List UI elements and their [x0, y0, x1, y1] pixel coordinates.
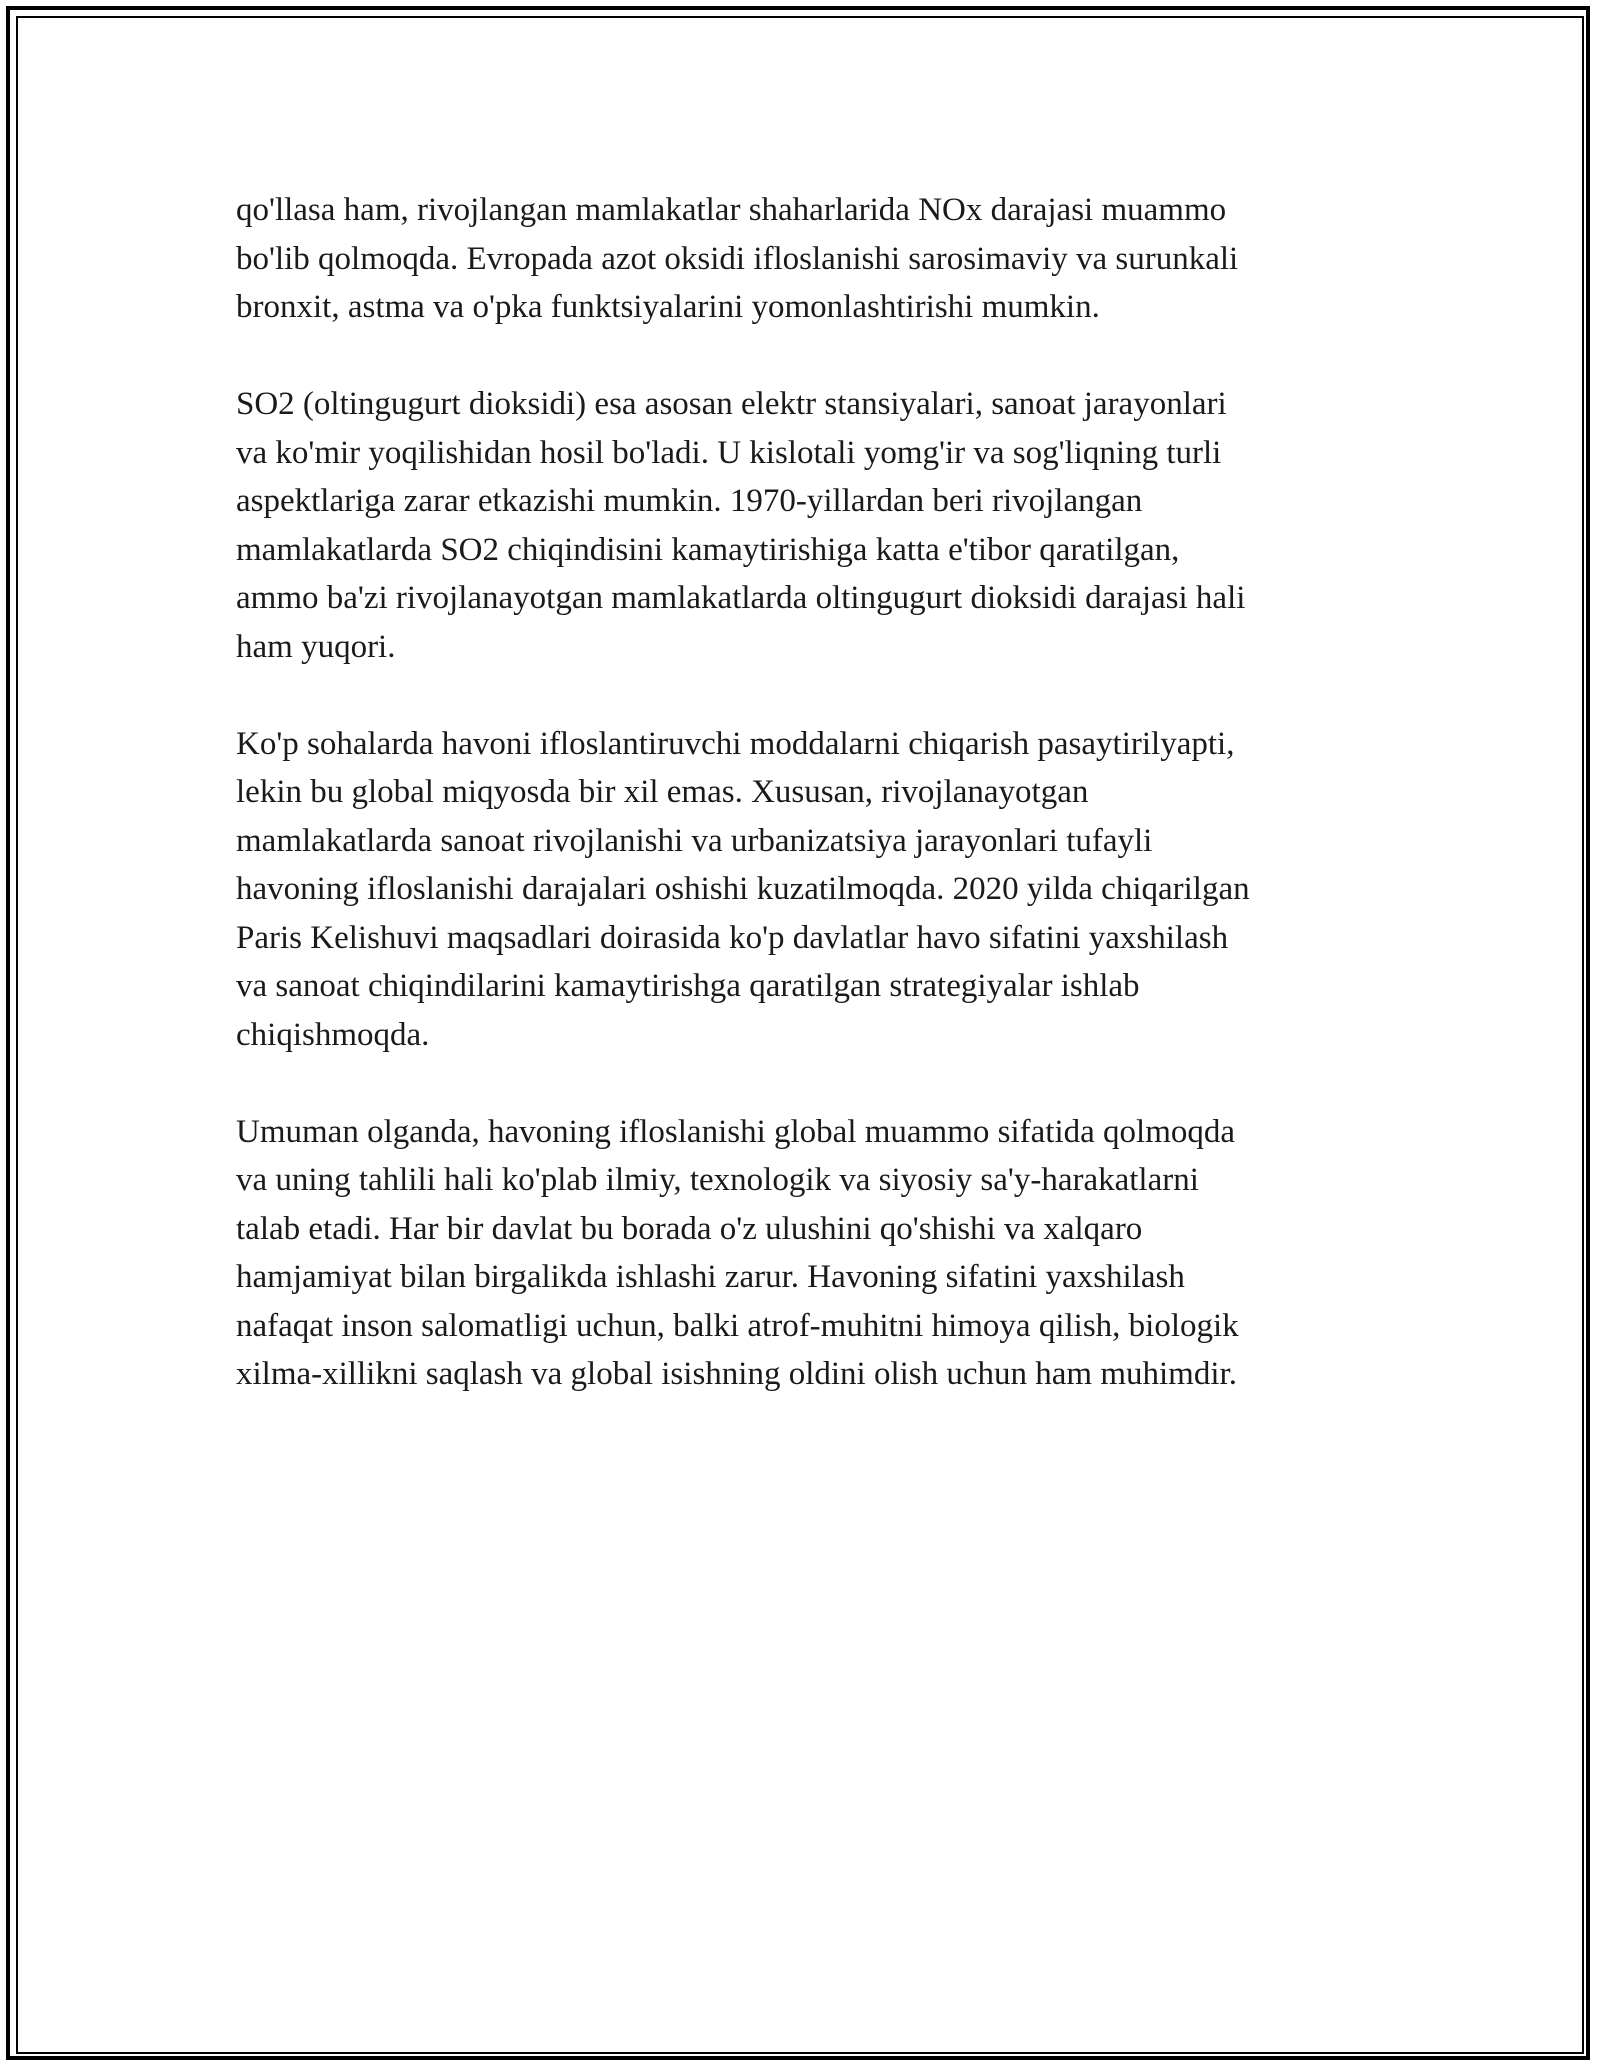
paragraph — [236, 720, 1376, 1060]
text-line: ham yuqori. — [236, 628, 396, 665]
text-line: havoning ifloslanishi darajalari oshishi kuzatilmoqda. 2020 yilda chiqarilgan — [236, 871, 1250, 907]
text-line: mamlakatlarda sanoat rivojlanishi va urbanizatsiya jarayonlari tufayli — [236, 822, 1153, 859]
paragraph — [236, 380, 1376, 671]
text-line: va sanoat chiqindilarini kamaytirishga qaratilgan strategiyalar ishlab — [236, 968, 1140, 1004]
text-line: lekin bu global miqyosda bir xil emas. Xususan, rivojlanayotgan — [236, 774, 1089, 810]
text-line: mamlakatlarda SO2 chiqindisini kamaytirishiga katta e'tibor qaratilgan, — [236, 531, 1180, 568]
text-line: chiqishmoqda. — [236, 1016, 430, 1053]
document-body — [236, 186, 1376, 1447]
text-line: qo'llasa ham, rivojlangan mamlakatlar shaharlarida NOx darajasi muammo — [236, 192, 1227, 228]
text-line: va ko'mir yoqilishidan hosil bo'ladi. U kislotali yomg'ir va sog'liqning turli — [236, 434, 1222, 471]
text-line: Paris Kelishuvi maqsadlari doirasida ko'p davlatlar havo sifatini yaxshilash — [236, 919, 1229, 956]
text-line: xilma-xillikni saqlash va global isishning oldini olish uchun ham muhimdir. — [236, 1356, 1237, 1392]
paragraph — [236, 186, 1376, 332]
text-line: SO2 (oltingugurt dioksidi) esa asosan elektr stansiyalari, sanoat jarayonlari — [236, 386, 1227, 422]
text-line: aspektlariga zarar etkazishi mumkin. 1970-yillardan beri rivojlangan — [236, 483, 1143, 519]
text-line: Ko'p sohalarda havoni ifloslantiruvchi moddalarni chiqarish pasaytirilyapti, — [236, 725, 1235, 762]
text-line: bronxit, astma va o'pka funktsiyalarini yomonlashtirishi mumkin. — [236, 289, 1100, 325]
text-line: Umuman olganda, havoning ifloslanishi global muammo sifatida qolmoqda — [236, 1113, 1236, 1150]
text-line: talab etadi. Har bir davlat bu borada o'z ulushini qo'shishi va xalqaro — [236, 1210, 1143, 1247]
text-line: ammo ba'zi rivojlanayotgan mamlakatlarda oltingugurt dioksidi darajasi hali — [236, 580, 1246, 616]
text-line: nafaqat inson salomatligi uchun, balki atrof-muhitni himoya qilish, biologik — [236, 1307, 1239, 1344]
text-line: va uning tahlili hali ko'plab ilmiy, texnologik va siyosiy sa'y-harakatlarni — [236, 1162, 1199, 1198]
text-line: bo'lib qolmoqda. Evropada azot oksidi ifloslanishi sarosimaviy va surunkali — [236, 240, 1239, 277]
text-line: hamjamiyat bilan birgalikda ishlashi zarur. Havoning sifatini yaxshilash — [236, 1259, 1185, 1295]
paragraph — [236, 1108, 1376, 1399]
